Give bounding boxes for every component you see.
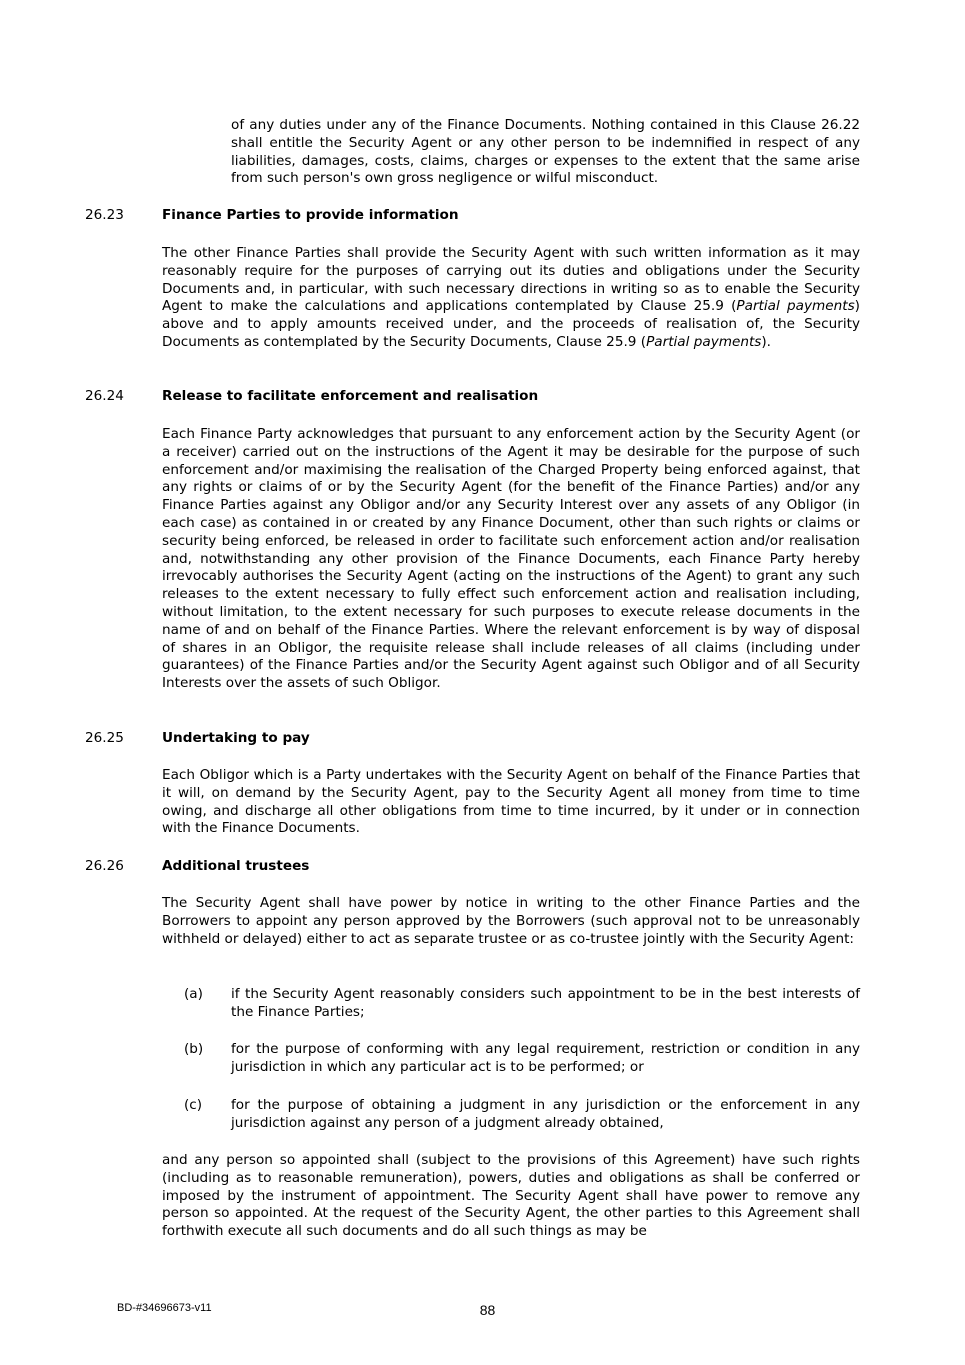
clause-heading-26-26: Additional trustees xyxy=(162,858,310,874)
clause-reference-italic: Partial payments xyxy=(646,333,762,350)
list-item-label-b: (b) xyxy=(184,1041,204,1057)
clause-body-26-25: Each Obligor which is a Party undertakes with the Security Agent on behalf of the Finance Parties that it will, on demand by the Security Agent, pay to the Security Agent all money from time to time owing, and discharge all other obligations from time to time incurred, by it under or in connection with the Finance Documents. xyxy=(162,767,860,837)
page-number: 88 xyxy=(479,1302,496,1318)
list-item-label-c: (c) xyxy=(184,1097,203,1113)
clause-number-26-26: 26.26 xyxy=(85,858,124,874)
list-item-text-a: if the Security Agent reasonably considers such appointment to be in the best interests of the Finance Parties; xyxy=(231,986,860,1020)
closing-paragraph-26-26: and any person so appointed shall (subject to the provisions of this Agreement) have such rights (including as to reasonable remuneration), powers, duties and obligations as shall be conferred or imposed by the instrument of appointment. The Security Agent shall have power to remove any person so appointed. At the request of the Security Agent, the other parties to this Agreement shall forthwith execute all such documents and do all such things as may be xyxy=(162,1152,860,1240)
clause-body-26-23 xyxy=(162,245,860,352)
clause-number-26-25: 26.25 xyxy=(85,730,124,746)
continuation-paragraph: of any duties under any of the Finance Documents. Nothing contained in this Clause 26.22 shall entitle the Security Agent or any other person to be indemnified in respect of any liabilities, damages, costs, claims, charges or expenses to the extent that the same arise from such person's own gross negligence or wilful misconduct. xyxy=(231,117,860,187)
clause-heading-26-25: Undertaking to pay xyxy=(162,730,310,746)
clause-body-26-26: The Security Agent shall have power by notice in writing to the other Finance Parties and the Borrowers to appoint any person approved by the Borrowers (such approval not to be unreasonably withheld or delayed) either to act as separate trustee or as co-trustee jointly with the Security Agent: xyxy=(162,895,860,947)
clause-text-segment: ). xyxy=(761,333,771,350)
clause-number-26-24: 26.24 xyxy=(85,388,124,404)
clause-heading-26-24: Release to facilitate enforcement and realisation xyxy=(162,388,539,404)
list-item-text-c: for the purpose of obtaining a judgment in any jurisdiction or the enforcement in any jurisdiction against any person of a judgment already obtained, xyxy=(231,1097,860,1131)
list-item-label-a: (a) xyxy=(184,986,203,1002)
clause-text-segment: ) above and to apply amounts received under, and the proceeds of realisation of, the Security Documents as contemplated by the Security Documents, Clause 25.9 ( xyxy=(162,298,860,350)
list-item-text-b: for the purpose of conforming with any legal requirement, restriction or condition in any jurisdiction in which any particular act is to be performed; or xyxy=(231,1041,860,1075)
clause-reference-italic: Partial payments xyxy=(736,298,855,315)
clause-text-segment: The other Finance Parties shall provide the Security Agent with such written information as it may reasonably require for the purposes of carrying out its duties and obligations under the Security Documents and, in particular, with such necessary directions in writing so as to enable the Security Agent to make the calculations and applications contemplated by Clause 25.9 ( xyxy=(162,245,860,315)
clause-body-26-24: Each Finance Party acknowledges that pursuant to any enforcement action by the Security Agent (or a receiver) carried out on the instructions of the Agent it may be desirable for the purpose of such enforcement and/or maximising the realisation of the Charged Property being enforced against, that any rights or claims of or by the Security Agent (for the benefit of the Finance Parties) and/or any Finance Parties against any Obligor and/or any Security Interest over any assets of any Obligor (in each case) as contained in or created by any Finance Document, other than such rights or claims or security being enforced, be released in order to facilitate such enforcement action and/or realisation and, notwithstanding any other provision of the Finance Documents, each Finance Party hereby irrevocably authorises the Security Agent (acting on the instructions of the Agent) to grant any such releases to the extent necessary to fully effect such enforcement action and realisation including, without limitation, to the extent necessary for such purposes to execute release documents in the name of and on behalf of the Finance Parties. Where the relevant enforcement is by way of disposal of shares in an Obligor, the requisite release shall include releases of all claims (including under guarantees) of the Finance Parties and/or the Security Agent against such Obligor and of all Security Interests over the assets of such Obligor. xyxy=(162,426,860,692)
clause-heading-26-23: Finance Parties to provide information xyxy=(162,207,459,223)
clause-number-26-23: 26.23 xyxy=(85,207,124,223)
document-reference: BD-#34696673-v11 xyxy=(117,1302,212,1314)
